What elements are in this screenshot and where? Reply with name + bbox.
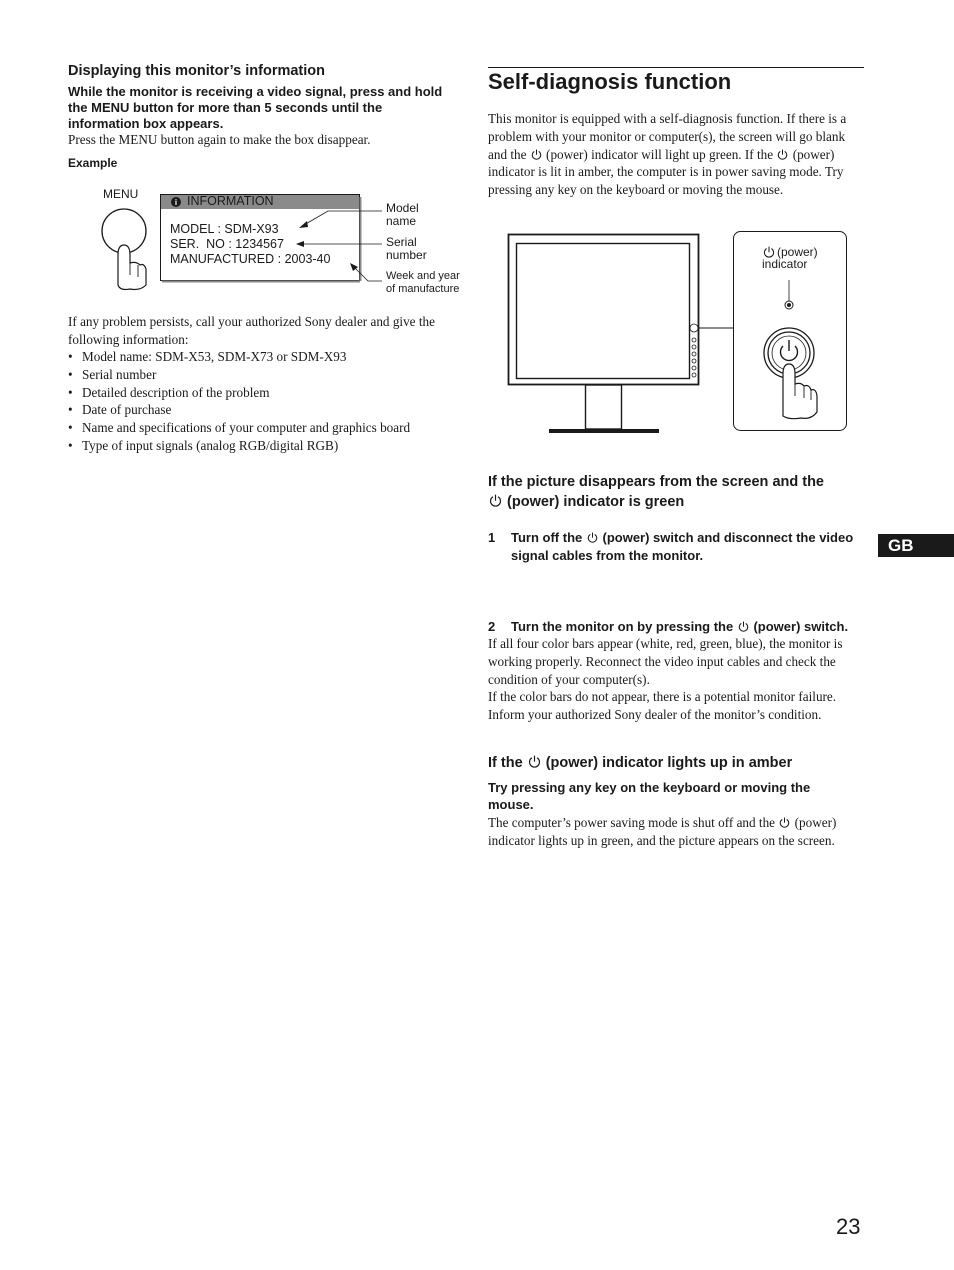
callout-serial: Serial number bbox=[386, 235, 427, 262]
monitor-diagram bbox=[505, 230, 850, 438]
model-line: MODEL : SDM-X93 bbox=[170, 222, 279, 236]
callout-week-year: Week and year of manufacture bbox=[386, 270, 460, 295]
persist-text: If any problem persists, call your authorized Sony dealer and give the following information: bbox=[68, 314, 435, 347]
amber-instruction: Try pressing any key on the keyboard or moving the mouse. bbox=[488, 780, 811, 812]
list-item: • Detailed description of the problem bbox=[68, 384, 458, 402]
green-section-heading: If the picture disappears from the screen and the (power) indicator is green bbox=[488, 474, 824, 510]
step-2: 2 Turn the monitor on by pressing the (power) switch. bbox=[488, 619, 849, 634]
power-icon bbox=[777, 149, 788, 160]
power-icon bbox=[587, 532, 598, 543]
amber-paragraph: The computer’s power saving mode is shut off and the (power) indicator lights up in green, and the picture appears on the screen. bbox=[488, 815, 837, 848]
list-item: • Serial number bbox=[68, 366, 458, 384]
list-item: • Name and specifications of your computer and graphics board bbox=[68, 419, 458, 437]
colorbars-paragraph: If all four color bars appear (white, red, green, blue), the monitor is working properly. Reconnect the video input cables and check the condition of your computer(s). bbox=[488, 636, 843, 687]
page-title: Self-diagnosis function bbox=[488, 69, 732, 94]
title-rule bbox=[488, 67, 864, 68]
info-instruction: While the monitor is receiving a video signal, press and hold the MENU button for more than 5 seconds until the information box appears. bbox=[68, 84, 443, 131]
step-1: 1 Turn off the (power) switch and disconnect the video signal cables from the monitor. bbox=[488, 530, 854, 563]
power-icon bbox=[779, 817, 790, 828]
menu-label: MENU bbox=[103, 187, 139, 201]
power-icon bbox=[531, 149, 542, 160]
intro-paragraph: This monitor is equipped with a self-diagnosis function. If there is a problem with your monitor or computer(s), the screen will go blank and the (power) indicator will light up green. If the (power) indicator is lit in amber, the computer is in power saving mode. Try pressing any key on the keyboard or moving the mouse. bbox=[488, 111, 847, 198]
info-box-title: INFORMATION bbox=[187, 194, 274, 208]
press-menu-text: Press the MENU button again to make the box disappear. bbox=[68, 132, 371, 147]
serial-line: SER. NO : 1234567 bbox=[170, 237, 284, 251]
failure-paragraph: If the color bars do not appear, there is a potential monitor failure. Inform your authorized Sony dealer of the monitor’s condition. bbox=[488, 689, 837, 722]
power-icon bbox=[528, 755, 541, 768]
language-tab: GB bbox=[878, 534, 954, 557]
page-number: 23 bbox=[836, 1214, 861, 1239]
example-label: Example bbox=[68, 156, 118, 170]
list-item: • Type of input signals (analog RGB/digital RGB) bbox=[68, 437, 458, 455]
manufactured-line: MANUFACTURED : 2003-40 bbox=[170, 252, 331, 266]
info-heading: Displaying this monitor’s information bbox=[68, 63, 325, 79]
info-box-diagram bbox=[96, 183, 476, 303]
power-icon bbox=[489, 494, 502, 507]
list-item: • Model name: SDM-X53, SDM-X73 or SDM-X93 bbox=[68, 348, 458, 366]
callout-model: Model name bbox=[386, 201, 419, 228]
indicator-label: indicator bbox=[762, 257, 808, 271]
menu-button-hand-icon bbox=[102, 209, 146, 290]
power-label: (power) bbox=[777, 245, 818, 259]
power-icon bbox=[738, 621, 749, 632]
amber-section-heading: If the (power) indicator lights up in amber bbox=[488, 755, 793, 771]
info-bullet-list bbox=[68, 348, 458, 455]
svg-text:i: i bbox=[174, 198, 178, 207]
list-item: • Date of purchase bbox=[68, 401, 458, 419]
